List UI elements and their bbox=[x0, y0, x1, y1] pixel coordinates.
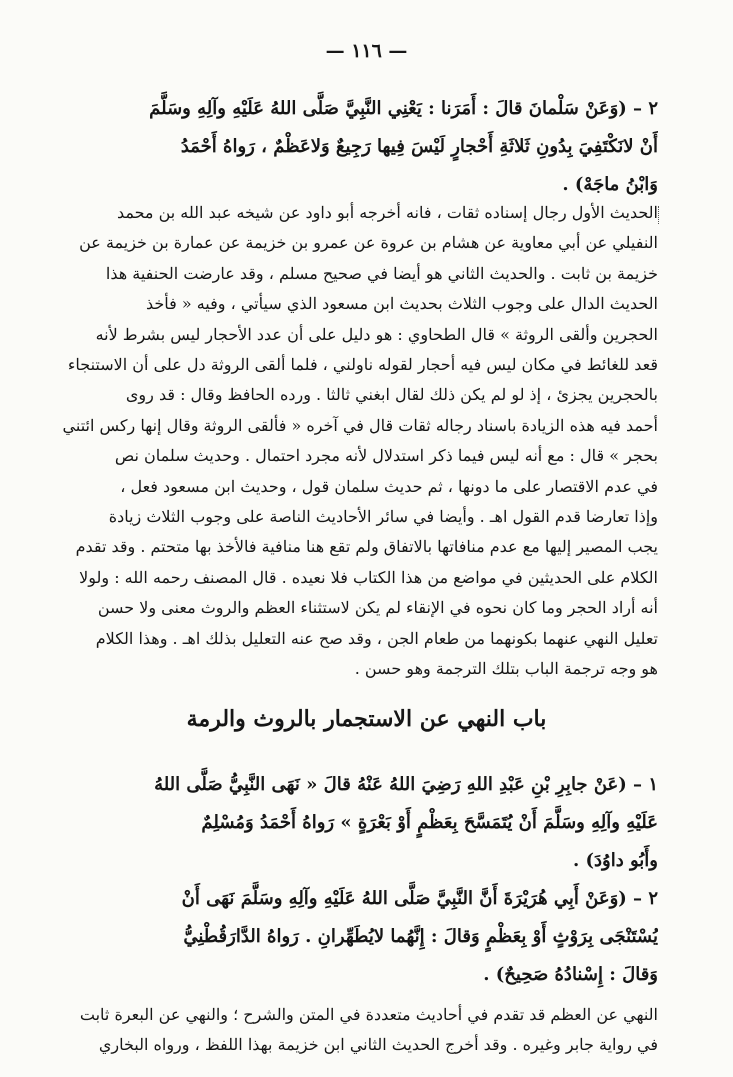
text-line: عَلَيْهِ وآلِهِ وسَلَّمَ أَنْ يُتَمَسَّحَ بِعَظْمٍ أَوْ بَعْرَةٍ » رَواهُ أَحْمَدُ وَمُسْلِمٌ bbox=[201, 812, 658, 833]
text-line: يجب المصير إليها مع عدم منافاتها بالاتفاق ولم تقع هنا منافية فالأخذ بها متحتم . وقد تقدم bbox=[75, 537, 658, 557]
page-number: — ١١٦ — bbox=[325, 40, 408, 62]
text-line: خزيمة بن ثابت . والحديث الثاني هو أيضا في صحيح مسلم ، وقد عارضت الحنفية هذا bbox=[105, 263, 658, 283]
text-line: هو وجه ترجمة الباب بتلك الترجمة وهو حسن . bbox=[354, 659, 658, 679]
text-line: أَنْ لانَكْتَفِيَ بِدُونِ ثَلاثَةِ أَحْجارٍ لَيْسَ فِيها رَجِيعٌ وَلاعَظْمٌ ، رَواهُ أَحْمَدُ bbox=[180, 136, 658, 157]
text-line: النفيلي عن أبي معاوية عن هشام بن عروة عن عمرو بن خزيمة عن عمارة بن خزيمة عن bbox=[79, 233, 658, 253]
text-line: وإذا تعارضا قدم القول اهـ . وأيضا في سائر الأحاديث الناصة على وجوب الثلاث زيادة bbox=[108, 507, 658, 527]
text-line: الحديث الدال على وجوب الثلاث بحديث ابن مسعود الذي سيأتي ، وفيه « فأخذ bbox=[145, 294, 658, 314]
text-line: الكلام على الحديثين في مواضع من هذا الكتاب فلا نعيده . قال المصنف رحمه الله : ولولا bbox=[79, 567, 658, 587]
text-line: وأَبُو داوُدَ) . bbox=[572, 850, 658, 871]
text-line: الحديث الأول رجال إسناده ثقات ، فانه أخرجه أبو داود عن شيخه عبد الله بن محمد bbox=[116, 203, 658, 222]
text-line: أحمد فيه هذه الزيادة باسناد رجاله ثقات قال في آخره « فألقى الروثة وقال إنها ركس ائتني bbox=[62, 415, 658, 435]
text-line: أنه أراد الحجر وما كان نحوه في الإنقاء لم يكن لاستثناء العظم والروث معنى ولا حسن bbox=[97, 598, 658, 618]
text-line: قعد للغائط في مكان ليس فيه أحجار لقوله ناولني ، فلما ألقى الروثة دل على أن الاستنجاء bbox=[67, 355, 658, 375]
text-line: في عدم الاقتصار على ما دونها ، ثم حديث سلمان قول ، وحديث ابن مسعود فعل ، bbox=[120, 476, 658, 496]
commentary-block-2 bbox=[38, 1000, 658, 1061]
hadith-block-salman bbox=[38, 90, 658, 204]
text-line: النهي عن العظم قد تقدم في أحاديث متعددة في المتن والشرح ؛ والنهي عن البعرة ثابت bbox=[79, 1005, 658, 1024]
text-line: بحجر » قال : مع أنه ليس فيما ذكر استدلال لأنه مجرد احتمال . وحديث سلمان نص bbox=[114, 446, 658, 466]
text-line: ٢ – (وَعَنْ أَبِي هُرَيْرَةَ أَنَّ النَّبِيَّ صَلَّى اللهُ عَلَيْهِ وآلِهِ وسَلَّمَ نَهَى أَنْ bbox=[181, 888, 658, 909]
text-line: وَابْنُ ماجَهْ) . bbox=[562, 174, 658, 195]
text-line: الحجرين وألقى الروثة » قال الطحاوي : هو دليل على أن عدد الأحجار ليس بشرط لأنه bbox=[95, 324, 658, 344]
commentary-block-1 bbox=[38, 198, 658, 685]
text-line: بالحجرين يجزئ ، إذ لو لم يكن ذلك لقال ابغني ثالثا . ورده الحافظ وقال : قد روى bbox=[125, 385, 658, 405]
text-line: وَقالَ : إِسْنادُهُ صَحِيحٌ) . bbox=[483, 964, 658, 985]
text-line: ١ – (عَنْ جابِرِ بْنِ عَبْدِ اللهِ رَضِيَ اللهُ عَنْهُ قالَ « نَهَى النَّبِيُّ صَلَّى اللهُ bbox=[154, 774, 658, 795]
text-line: ٢ – (وَعَنْ سَلْمانَ قالَ : أَمَرَنا : يَعْنِي النَّبِيَّ صَلَّى اللهُ عَلَيْهِ وآلِهِ وسَلَّمَ bbox=[149, 98, 658, 119]
hadith-block-jabir-abu-hurairah bbox=[38, 766, 658, 994]
text-line: تعليل النهي عنهما بكونهما من طعام الجن ، وقد صح عنه التعليل بذلك اهـ . وهذا الكلام bbox=[95, 628, 658, 648]
text-line: في رواية جابر وغيره . وقد أخرج الحديث الثاني ابن خزيمة بهذا اللفظ ، ورواه البخاري bbox=[98, 1035, 658, 1055]
text-line: يُسْتَنْجَى بِرَوْثٍ أَوْ بِعَظْمٍ وَقالَ : إِنَّهُما لايُطَهِّرانِ . رَواهُ الدَّارَقُطْنِيُّ bbox=[183, 926, 658, 947]
chapter-title: باب النهي عن الاستجمار بالروث والرمة bbox=[186, 706, 547, 732]
